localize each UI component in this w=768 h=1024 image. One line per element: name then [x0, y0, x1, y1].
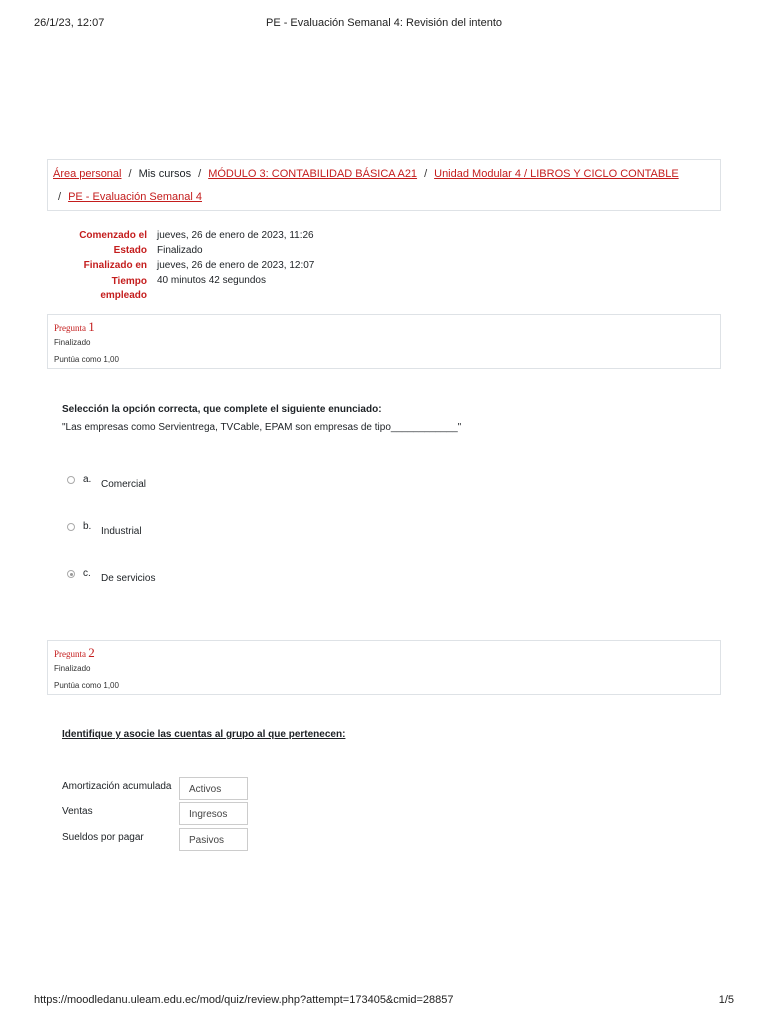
question-1-text — [62, 404, 461, 433]
question-number-value: 2 — [88, 645, 95, 660]
match-select[interactable]: Ingresos — [179, 802, 248, 825]
state-label: Estado — [113, 245, 147, 256]
option-b-letter: b. — [83, 521, 92, 532]
question-number-value: 1 — [88, 319, 95, 334]
match-row-label: Amortización acumulada — [62, 781, 172, 792]
print-page-title: PE - Evaluación Semanal 4: Revisión del intento — [265, 17, 503, 29]
match-select[interactable]: Activos — [179, 777, 248, 800]
time-value: 40 minutos 42 segundos — [157, 275, 266, 286]
match-row-label: Sueldos por pagar — [62, 832, 144, 843]
question-1-prompt: Selección la opción correcta, que complete el siguiente enunciado: — [62, 404, 382, 415]
breadcrumb-mis-cursos[interactable]: Mis cursos — [138, 168, 192, 180]
print-footer — [34, 994, 734, 1008]
time-label-line1: Tiempo — [111, 276, 147, 287]
option-c-text: De servicios — [101, 573, 156, 584]
question-2-marks: Puntúa como 1,00 — [54, 681, 119, 690]
breadcrumb-course[interactable]: MÓDULO 3: CONTABILIDAD BÁSICA A21 — [208, 168, 418, 180]
print-url: https://moodledanu.uleam.edu.ec/mod/quiz/review.php?attempt=173405&cmid=28857 — [34, 994, 454, 1006]
time-label-line2: empleado — [100, 290, 147, 301]
finished-value: jueves, 26 de enero de 2023, 12:07 — [157, 260, 315, 271]
question-prefix: Pregunta — [54, 649, 86, 659]
breadcrumb-area-personal[interactable]: Área personal — [53, 168, 122, 180]
breadcrumb-unit[interactable]: Unidad Modular 4 / LIBROS Y CICLO CONTABLE — [434, 168, 679, 180]
print-datetime: 26/1/23, 12:07 — [34, 17, 105, 29]
print-page-number: 1/5 — [718, 994, 734, 1006]
time-label — [62, 275, 147, 303]
option-b-radio[interactable] — [67, 523, 75, 531]
state-value: Finalizado — [157, 245, 203, 256]
option-a-text: Comercial — [101, 479, 147, 490]
question-1-statement: "Las empresas como Servientrega, TVCable, EPAM son empresas de tipo____________" — [62, 422, 462, 433]
breadcrumb-separator: / — [128, 168, 132, 180]
option-a-letter: a. — [83, 474, 92, 485]
question-1-number — [54, 319, 95, 335]
question-2-info — [47, 640, 721, 695]
breadcrumb-separator: / — [58, 191, 62, 203]
option-c-radio-selected[interactable] — [67, 570, 75, 578]
option-c-letter: c. — [83, 568, 91, 579]
finished-label: Finalizado en — [83, 260, 147, 271]
question-1-info — [47, 314, 721, 369]
question-prefix: Pregunta — [54, 323, 86, 333]
question-2-number — [54, 645, 95, 661]
question-1-state: Finalizado — [54, 338, 91, 347]
breadcrumb-quiz[interactable]: PE - Evaluación Semanal 4 — [68, 191, 202, 203]
option-b-text: Industrial — [101, 526, 142, 537]
question-2-state: Finalizado — [54, 664, 91, 673]
match-select[interactable]: Pasivos — [179, 828, 248, 851]
print-header — [34, 17, 734, 31]
question-1-marks: Puntúa como 1,00 — [54, 355, 119, 364]
started-label: Comenzado el — [79, 230, 147, 241]
question-2-prompt: Identifique y asocie las cuentas al grupo al que pertenecen: — [62, 729, 346, 740]
breadcrumb-separator: / — [198, 168, 202, 180]
breadcrumb-separator: / — [424, 168, 428, 180]
option-a-radio[interactable] — [67, 476, 75, 484]
match-row-label: Ventas — [62, 806, 93, 817]
started-value: jueves, 26 de enero de 2023, 11:26 — [157, 230, 314, 241]
breadcrumb — [47, 159, 721, 211]
